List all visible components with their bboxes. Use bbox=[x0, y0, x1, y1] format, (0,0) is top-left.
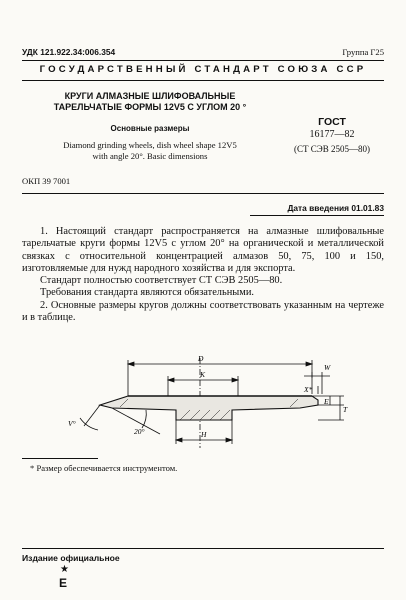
edition-label: Издание официальное bbox=[22, 553, 120, 563]
wheel-drawing bbox=[60, 348, 350, 450]
okp-code: ОКП 39 7001 bbox=[22, 176, 71, 186]
footnote-rule bbox=[22, 458, 98, 459]
subtitle: Основные размеры bbox=[110, 124, 190, 133]
paragraph-4: 2. Основные размеры кругов должны соответствовать указанным на чертеже и в таблице. bbox=[22, 299, 384, 324]
label-d: D bbox=[198, 354, 204, 363]
group-code: Группа Г25 bbox=[342, 47, 384, 57]
gost-block bbox=[282, 116, 382, 154]
paragraph-2: Стандарт полностью соответствует СТ СЭВ 2505—80. bbox=[40, 275, 283, 287]
effective-date: Дата введения 01.01.83 bbox=[287, 203, 384, 213]
gost-label: ГОСТ bbox=[318, 116, 346, 128]
udk-code: УДК 121.922.34:006.354 bbox=[22, 47, 116, 57]
gost-number: 16177—82 bbox=[309, 129, 355, 140]
okp-rule bbox=[22, 193, 384, 194]
label-angle: 20° bbox=[134, 427, 145, 436]
title-en-line-2: with angle 20°. Basic dimensions bbox=[92, 150, 208, 161]
title-ru-line-1: КРУГИ АЛМАЗНЫЕ ШЛИФОВАЛЬНЫЕ bbox=[64, 91, 236, 101]
paragraph-1: 1. Настоящий стандарт распространяется на алмазные шлифовальные тарельчатые круги формы 12V5 с углом 20° на органической и металлической связках с относительной концентрацией алмазов 50, 75, 100 и 150, изготовляемые для нужд народного хозяйства и для экспорта. bbox=[22, 226, 384, 274]
label-h: H bbox=[201, 430, 207, 439]
edition-rule bbox=[22, 548, 384, 549]
footnote: * Размер обеспечивается инструментом. bbox=[30, 463, 178, 473]
state-standard-banner: ГОСУДАРСТВЕННЫЙ СТАНДАРТ СОЮЗА ССР bbox=[39, 64, 367, 75]
title-en-line-1: Diamond grinding wheels, dish wheel shape 12V5 bbox=[63, 140, 237, 150]
sev-number: (СТ СЭВ 2505—80) bbox=[294, 144, 370, 154]
date-rule bbox=[250, 215, 384, 216]
banner-rule bbox=[22, 80, 384, 81]
label-e: E bbox=[324, 397, 329, 406]
title-russian bbox=[40, 91, 260, 113]
star-icon: ★ bbox=[60, 564, 69, 575]
wheel-profile bbox=[100, 396, 318, 420]
label-k: K bbox=[200, 370, 206, 379]
label-w: W bbox=[324, 363, 331, 372]
label-x: X* bbox=[304, 385, 313, 394]
v-angle-leg bbox=[84, 405, 100, 426]
title-ru-line-2: ТАРЕЛЬЧАТЫЕ ФОРМЫ 12V5 С УГЛОМ 20 ° bbox=[53, 102, 247, 112]
label-v: V° bbox=[68, 419, 76, 428]
label-t: T bbox=[343, 405, 348, 414]
body-text bbox=[22, 226, 384, 324]
top-rule bbox=[22, 60, 384, 61]
paragraph-3: Требования стандарта являются обязательными. bbox=[40, 287, 255, 299]
title-english bbox=[40, 140, 260, 161]
edition-letter: Е bbox=[59, 576, 68, 590]
